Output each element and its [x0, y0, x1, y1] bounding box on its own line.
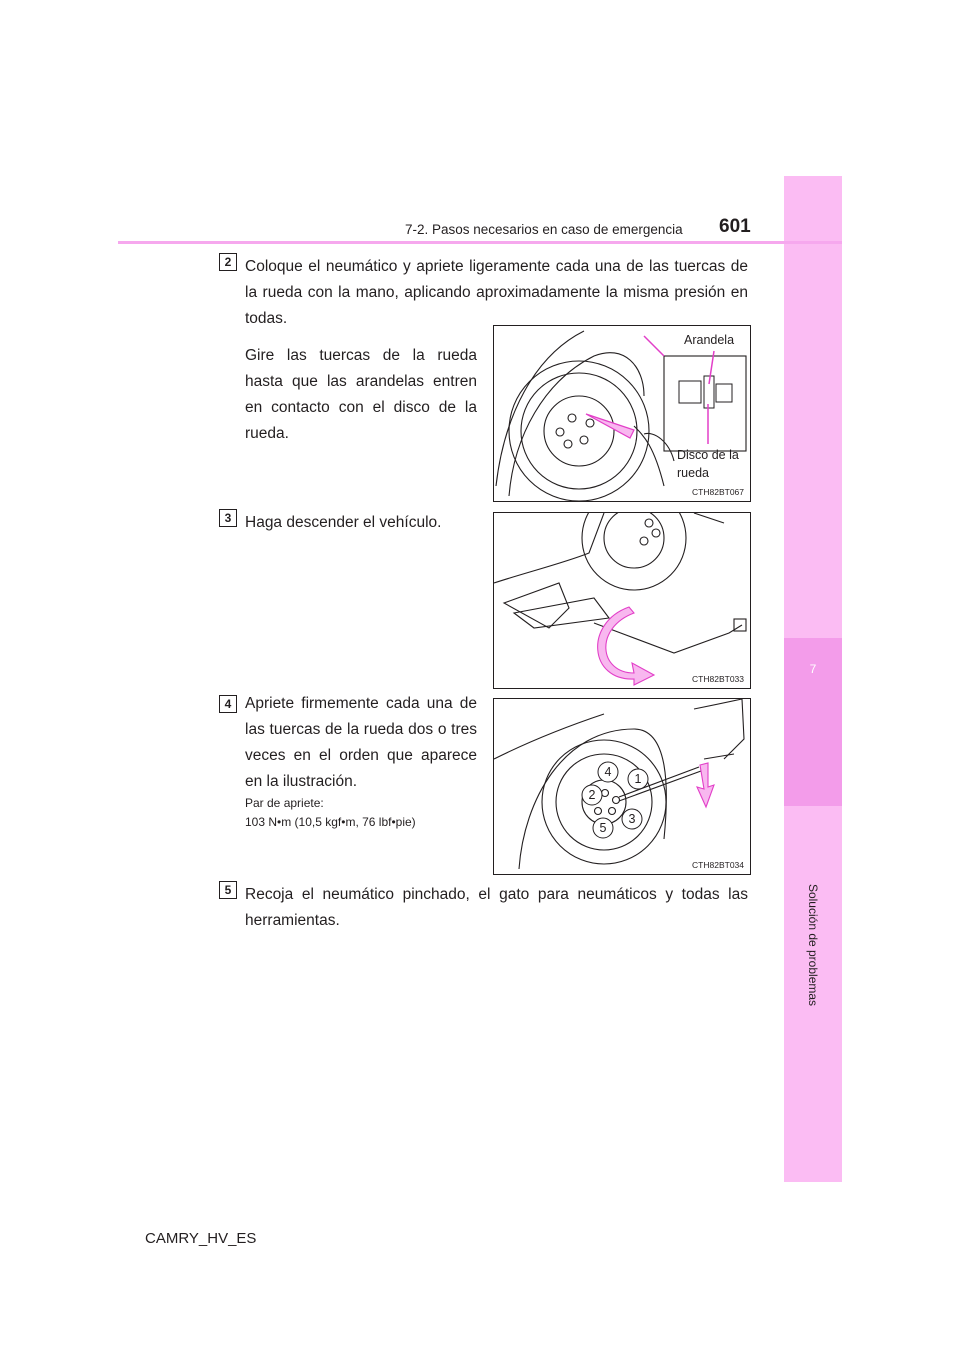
section-title: 7-2. Pasos necesarios en caso de emergencia — [405, 222, 683, 237]
figure-code: CTH82BT033 — [692, 674, 744, 684]
figure-lower-vehicle — [493, 512, 751, 689]
torque-label: Par de apriete: — [245, 796, 324, 810]
figure-tightening-order — [493, 698, 751, 875]
step-3-text: Haga descender el vehículo. — [245, 514, 442, 531]
order-label-5: 5 — [599, 821, 607, 835]
chapter-title: Solución de problemas — [806, 883, 820, 1007]
step-number-3: 3 — [219, 509, 237, 527]
header-rule — [118, 241, 842, 244]
step-4-text: Apriete firmemente cada una de las tuercas de la rueda dos o tres veces en el orden que aparece en la ilustración. — [245, 695, 477, 790]
figure-code: CTH82BT067 — [692, 487, 744, 497]
step-5-text: Recoja el neumático pinchado, el gato para neumáticos y todas las herramientas. — [245, 886, 748, 929]
order-label-3: 3 — [628, 812, 636, 826]
step-number-2: 2 — [219, 253, 237, 271]
figure-code: CTH82BT034 — [692, 860, 744, 870]
step-2-text: Coloque el neumático y apriete ligeramente cada una de las tuercas de la rueda con la mano, aplicando aproximadamente la misma presión en todas. — [245, 258, 748, 327]
chapter-number: 7 — [809, 662, 817, 676]
label-washer: Arandela — [684, 333, 735, 347]
page-number: 601 — [719, 216, 751, 237]
jack-lowering-illustration — [494, 513, 750, 688]
label-wheel-disc: Disco de la rueda — [677, 448, 739, 480]
order-label-4: 4 — [604, 765, 612, 779]
model-code: CAMRY_HV_ES — [145, 1230, 257, 1247]
figure-wheel-nuts-hand — [493, 325, 751, 502]
order-label-1: 1 — [634, 772, 642, 786]
order-label-2: 2 — [588, 788, 596, 802]
tightening-order-illustration — [494, 699, 750, 874]
step-2-subtext: Gire las tuercas de la rueda hasta que las arandelas entren en contacto con el disco de la rueda. — [245, 347, 477, 442]
torque-value: 103 N•m (10,5 kgf•m, 76 lbf•pie) — [245, 815, 416, 829]
step-number-4: 4 — [219, 695, 237, 713]
step-number-5: 5 — [219, 881, 237, 899]
